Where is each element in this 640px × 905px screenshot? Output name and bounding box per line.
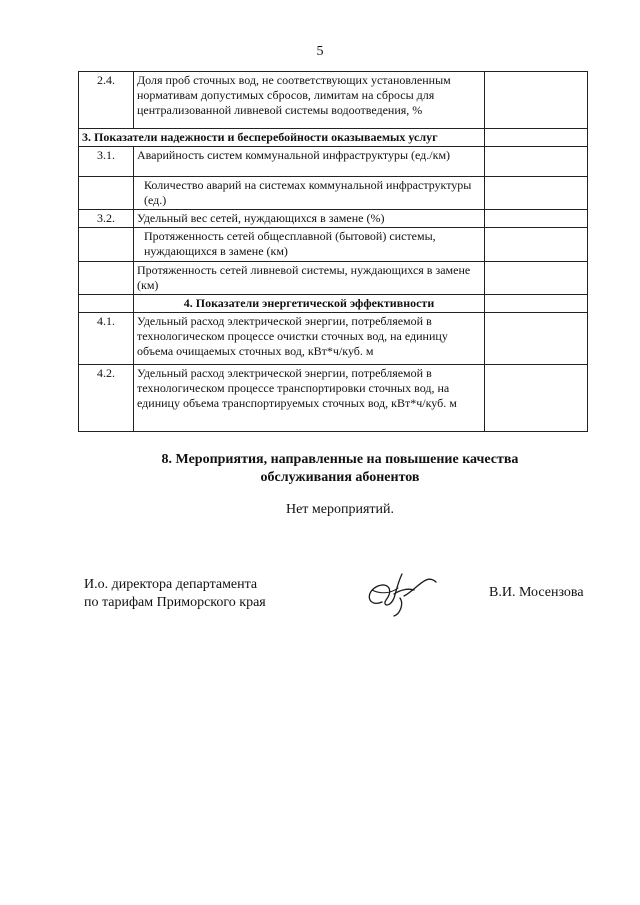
indicators-table xyxy=(78,71,588,432)
row-number xyxy=(79,262,134,295)
row-value xyxy=(485,262,588,295)
row-value xyxy=(485,365,588,432)
row-number xyxy=(79,177,134,210)
row-text: Протяженность сетей ливневой системы, нуждающихся в замене (км) xyxy=(134,262,485,295)
table-row xyxy=(79,365,588,432)
row-text: Доля проб сточных вод, не соответствующих установленным нормативам допустимых сбросов, лимитам на сбросы для централизованной ливневой системы водоотведения, % xyxy=(134,72,485,129)
row-value xyxy=(485,295,588,313)
row-value xyxy=(485,210,588,228)
row-number: 3.2. xyxy=(79,210,134,228)
row-value xyxy=(485,129,588,147)
row-number xyxy=(79,295,134,313)
row-value xyxy=(485,147,588,177)
section-8-heading xyxy=(0,451,640,487)
row-value xyxy=(485,72,588,129)
section-heading: 4. Показатели энергетической эффективности xyxy=(134,295,485,313)
signer-position xyxy=(84,576,266,612)
row-text: Протяженность сетей общесплавной (бытовой) системы, нуждающихся в замене (км) xyxy=(134,228,485,262)
section-row xyxy=(79,295,588,313)
row-number xyxy=(79,228,134,262)
row-number: 4.2. xyxy=(79,365,134,432)
section-heading: 3. Показатели надежности и бесперебойности оказываемых услуг xyxy=(79,129,485,147)
handwritten-signature xyxy=(360,568,440,620)
signer-position-line: по тарифам Приморского края xyxy=(84,595,266,610)
section-8-heading-line: обслуживания абонентов xyxy=(260,470,420,485)
page-number: 5 xyxy=(316,44,324,59)
row-text: Удельный расход электрической энергии, потребляемой в технологическом процессе транспортировки сточных вод, на единицу объема транспортируемых сточных вод, кВт*ч/куб. м xyxy=(134,365,485,432)
row-text: Удельный расход электрической энергии, потребляемой в технологическом процессе очистки сточных вод, на единицу объема очищаемых сточных вод, кВт*ч/куб. м xyxy=(134,313,485,365)
section-8-body: Нет мероприятий. xyxy=(285,502,395,517)
signer-position-line: И.о. директора департамента xyxy=(84,577,258,592)
table-row xyxy=(79,228,588,262)
row-value xyxy=(485,228,588,262)
row-value xyxy=(485,177,588,210)
table-row xyxy=(79,313,588,365)
table-row xyxy=(79,210,588,228)
row-number: 3.1. xyxy=(79,147,134,177)
table-row xyxy=(79,177,588,210)
table-row xyxy=(79,147,588,177)
row-text: Аварийность систем коммунальной инфраструктуры (ед./км) xyxy=(134,147,485,177)
table-row xyxy=(79,262,588,295)
row-number: 4.1. xyxy=(79,313,134,365)
section-row xyxy=(79,129,588,147)
row-text: Удельный вес сетей, нуждающихся в замене (%) xyxy=(134,210,485,228)
row-text: Количество аварий на системах коммунальной инфраструктуры (ед.) xyxy=(134,177,485,210)
row-number: 2.4. xyxy=(79,72,134,129)
table-row xyxy=(79,72,588,129)
signer-name: В.И. Мосензова xyxy=(489,585,584,600)
row-value xyxy=(485,313,588,365)
section-8-heading-line: 8. Мероприятия, направленные на повышение качества xyxy=(161,452,519,467)
